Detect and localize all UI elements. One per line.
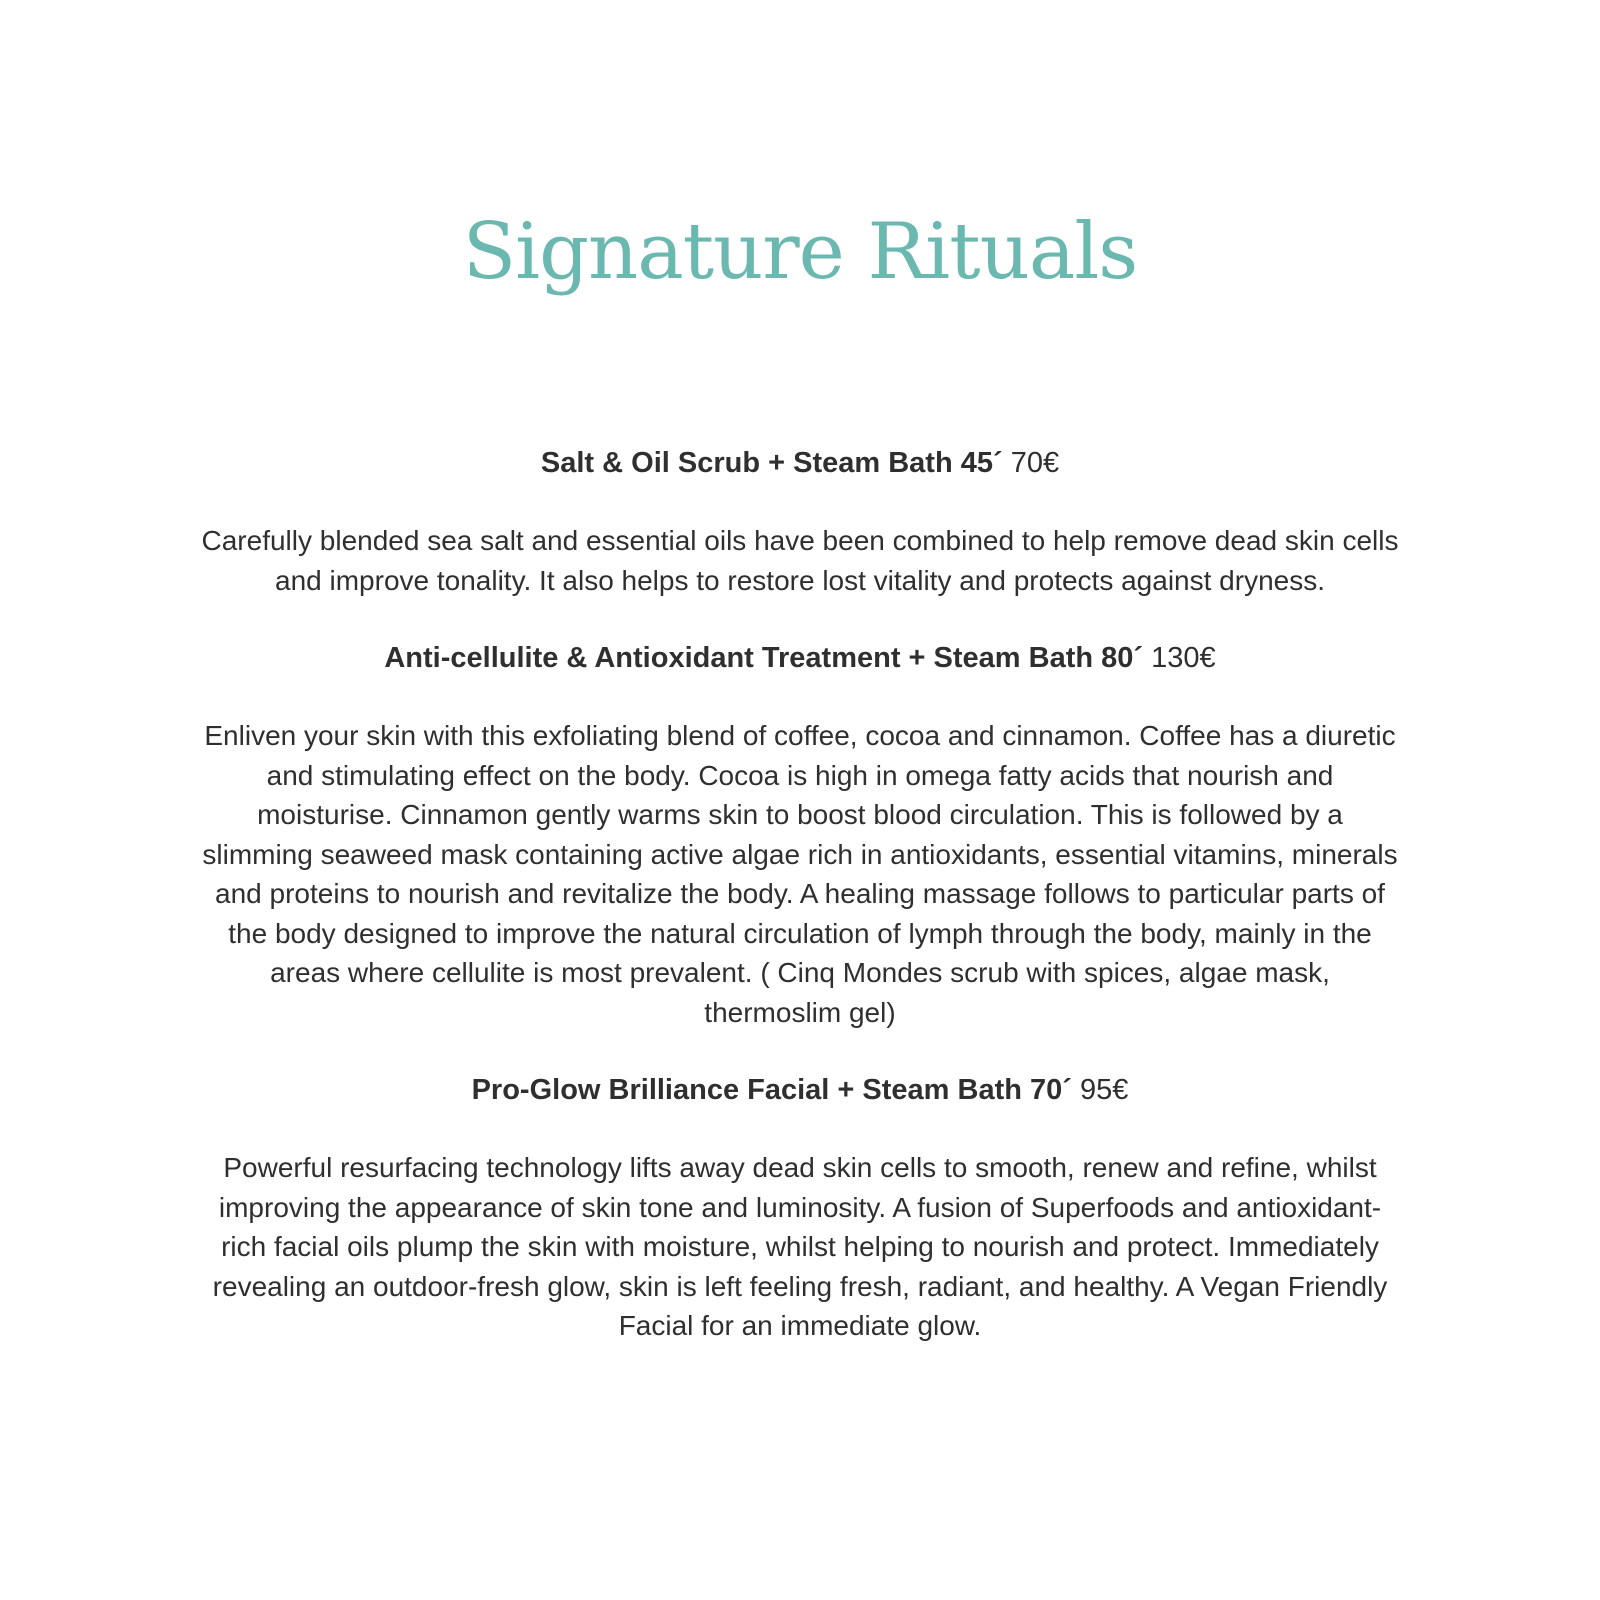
ritual-price: 95€ (1080, 1074, 1129, 1106)
rituals-list (200, 443, 1400, 1384)
ritual-heading (200, 638, 1400, 678)
ritual-name: Salt & Oil Scrub + Steam Bath 45´ (540, 447, 1003, 479)
ritual-item (200, 1070, 1400, 1346)
ritual-name: Anti-cellulite & Antioxidant Treatment + Steam Bath 80´ (384, 642, 1144, 674)
page-title: Signature Rituals (462, 207, 1138, 297)
ritual-item (200, 638, 1400, 1032)
ritual-price: 130€ (1151, 642, 1216, 674)
ritual-heading (200, 1070, 1400, 1110)
ritual-description: Powerful resurfacing technology lifts away dead skin cells to smooth, renew and refine, whilst improving the appearance of skin tone and luminosity. A fusion of Superfoods and antioxidant-rich facial oils plump the skin with moisture, whilst helping to nourish and protect. Immediately revealing an outdoor-fresh glow, skin is left feeling fresh, radiant, and healthy. A Vegan Friendly Facial for an immediate glow. (212, 1152, 1388, 1341)
ritual-description: Carefully blended sea salt and essential oils have been combined to help remove dead skin cells and improve tonality. It also helps to restore lost vitality and protects against dryness. (201, 525, 1399, 596)
ritual-heading (200, 443, 1400, 483)
ritual-name: Pro-Glow Brilliance Facial + Steam Bath 70´ (471, 1074, 1072, 1106)
ritual-price: 70€ (1010, 447, 1060, 479)
ritual-item (200, 443, 1400, 600)
ritual-description: Enliven your skin with this exfoliating blend of coffee, cocoa and cinnamon. Coffee has a diuretic and stimulating effect on the body. Cocoa is high in omega fatty acids that nourish and moisturise. Cinnamon gently warms skin to boost blood circulation. This is followed by a slimming seaweed mask containing active algae rich in antioxidants, essential vitamins, minerals and proteins to nourish and revitalize the body. A healing massage follows to particular parts of the body designed to improve the natural circulation of lymph through the body, mainly in the areas where cellulite is most prevalent. ( Cinq Mondes scrub with spices, algae mask, thermoslim gel) (202, 720, 1398, 1028)
